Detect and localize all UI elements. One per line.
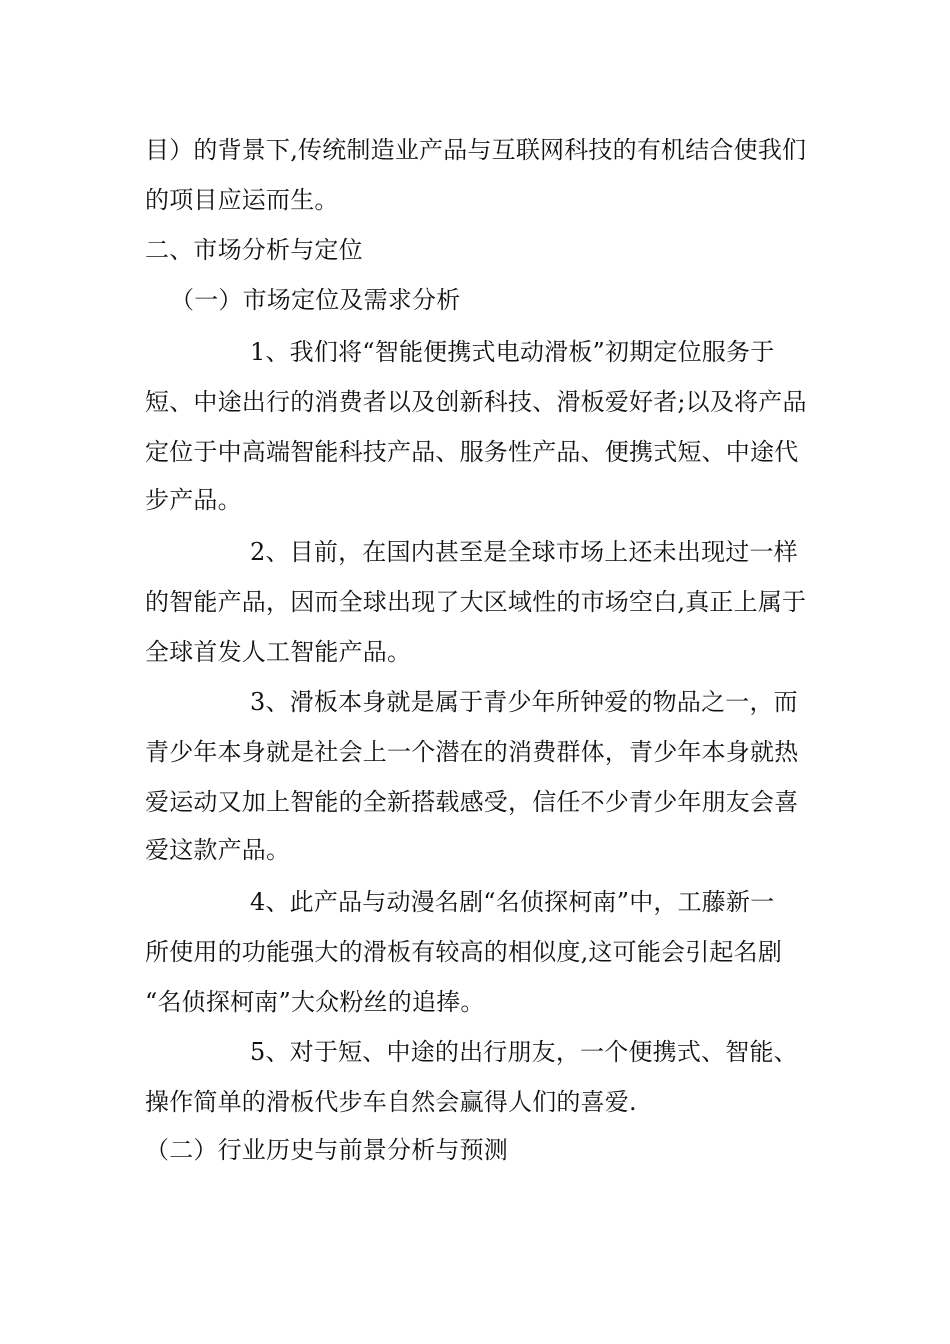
paragraph-1-line-4: 步产品。 xyxy=(145,486,242,514)
paragraph-3-line-2: 青少年本身就是社会上一个潜在的消费群体，青少年本身就热 xyxy=(145,738,799,766)
paragraph-4-line-1: 4、此产品与动漫名剧“名侦探柯南”中，工藤新一 xyxy=(250,888,775,916)
section-heading-2: 二、市场分析与定位 xyxy=(145,236,363,264)
paragraph-2-line-2: 的智能产品，因而全球出现了大区域性的市场空白,真正上属于 xyxy=(145,588,807,616)
text-line-2: 的项目应运而生。 xyxy=(145,186,339,214)
paragraph-2-line-1: 2、目前，在国内甚至是全球市场上还未出现过一样 xyxy=(250,538,798,566)
text-line-1: 目）的背景下,传统制造业产品与互联网科技的有机结合使我们 xyxy=(145,136,807,164)
paragraph-1-line-1: 1、我们将“智能便携式电动滑板”初期定位服务于 xyxy=(250,338,775,366)
paragraph-2-line-3: 全球首发人工智能产品。 xyxy=(145,638,412,666)
subsection-heading-2: （二）行业历史与前景分析与预测 xyxy=(145,1136,508,1164)
paragraph-4-line-3: “名侦探柯南”大众粉丝的追捧。 xyxy=(145,988,485,1016)
paragraph-5-line-1: 5、对于短、中途的出行朋友，一个便携式、智能、 xyxy=(250,1038,798,1066)
paragraph-4-line-2: 所使用的功能强大的滑板有较高的相似度,这可能会引起名剧 xyxy=(145,938,783,966)
paragraph-1-line-3: 定位于中高端智能科技产品、服务性产品、便携式短、中途代 xyxy=(145,438,799,466)
paragraph-3-line-3: 爱运动又加上智能的全新搭载感受，信任不少青少年朋友会喜 xyxy=(145,788,799,816)
paragraph-3-line-4: 爱这款产品。 xyxy=(145,836,291,864)
paragraph-3-line-1: 3、滑板本身就是属于青少年所钟爱的物品之一，而 xyxy=(250,688,798,716)
paragraph-5-line-2: 操作简单的滑板代步车自然会赢得人们的喜爱. xyxy=(145,1088,637,1116)
paragraph-1-line-2: 短、中途出行的消费者以及创新科技、滑板爱好者;以及将产品 xyxy=(145,388,807,416)
subsection-heading-1: （一）市场定位及需求分析 xyxy=(170,286,461,314)
